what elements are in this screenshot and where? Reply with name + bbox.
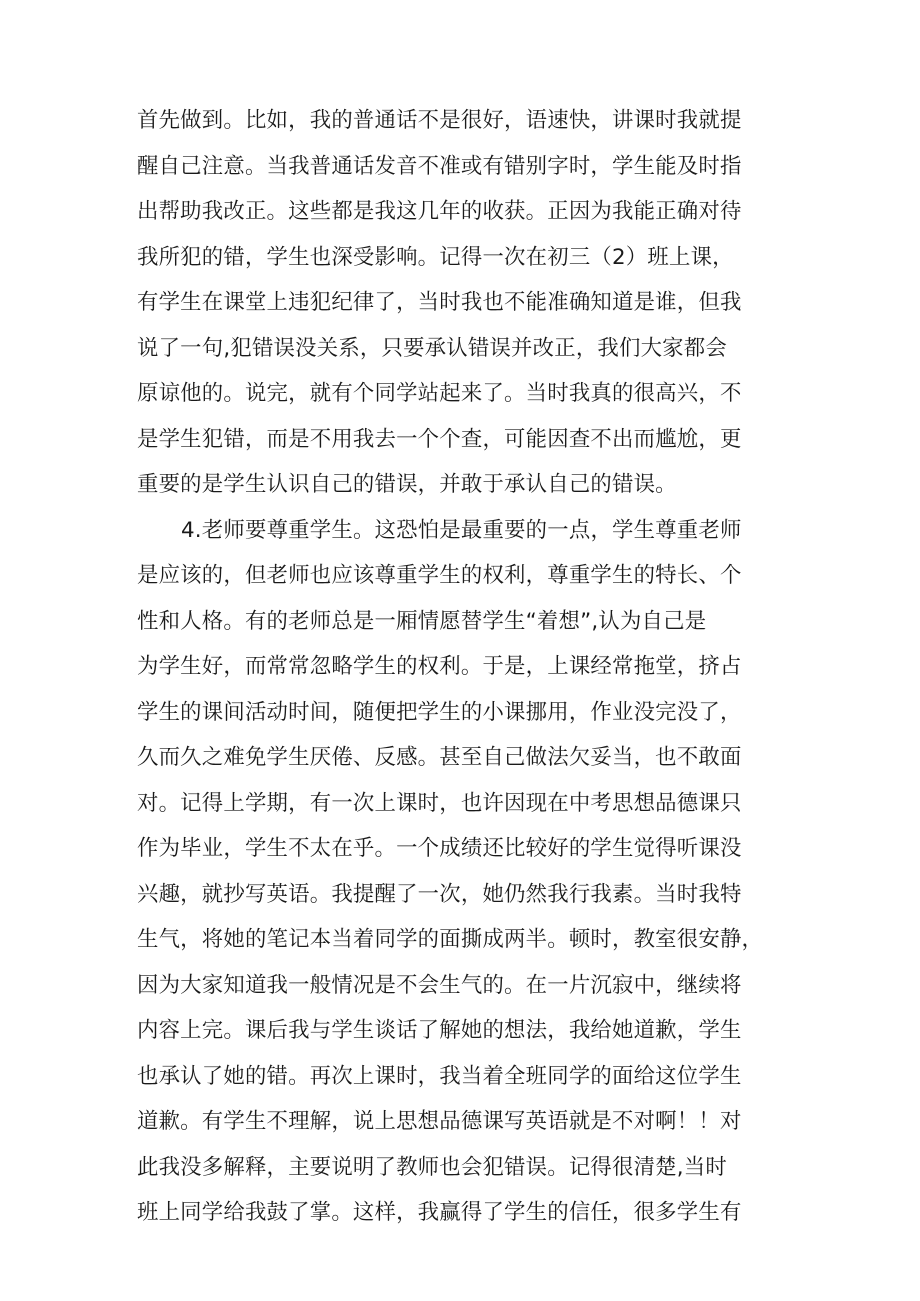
text-line: 久而久之难免学生厌倦、反感。甚至自己做法欠妥当，也不敢面	[137, 745, 742, 770]
text-line: 出帮助我改正。这些都是我这几年的收获。正因为我能正确对待	[137, 199, 742, 224]
text-line: 醒自己注意。当我普通话发音不准或有错别字时，学生能及时指	[137, 153, 742, 179]
text-line: 为学生好，而常常忽略学生的权利。于是，上课经常拖堂，挤占	[137, 654, 742, 679]
text-line: 我所犯的错，学生也深受影响。记得一次在初三（2）班上课，	[137, 244, 734, 270]
text-line: 道歉。有学生不理解，说上思想品德课写英语就是不对啊！！对	[137, 1109, 742, 1134]
text-line: 说了一句,犯错误没关系，只要承认错误并改正，我们大家都会	[137, 335, 727, 361]
text-line: 内容上完。课后我与学生谈话了解她的想法，我给她道歉，学生	[137, 1018, 742, 1043]
text-line: 对。记得上学期，有一次上课时，也许因现在中考思想品德课只	[137, 790, 742, 816]
paragraph-start-line: 4.老师要尊重学生。这恐怕是最重要的一点，学生尊重老师	[181, 517, 742, 543]
text-line: 作为毕业，学生不太在乎。一个成绩还比较好的学生觉得听课没	[137, 836, 742, 861]
text-line: 此我没多解释，主要说明了教师也会犯错误。记得很清楚,当时	[137, 1154, 727, 1180]
text-line: 是学生犯错，而是不用我去一个个查，可能因查不出而尴尬，更	[137, 426, 742, 452]
text-line: 班上同学给我鼓了掌。这样，我赢得了学生的信任，很多学生有	[137, 1200, 742, 1225]
text-line: 也承认了她的错。再次上课时，我当着全班同学的面给这位学生	[137, 1063, 742, 1089]
text-line: 首先做到。比如，我的普通话不是很好，语速快，讲课时我就提	[137, 108, 742, 133]
body-text	[137, 98, 797, 1236]
text-line: 是应该的，但老师也应该尊重学生的权利，尊重学生的特长、个	[137, 563, 742, 588]
text-line: 生气，将她的笔记本当着同学的面撕成两半。顿时，教室很安静，	[137, 927, 764, 952]
text-line: 有学生在课堂上违犯纪律了，当时我也不能准确知道是谁，但我	[137, 290, 742, 315]
text-line: 学生的课间活动时间，随便把学生的小课挪用，作业没完没了，	[137, 699, 742, 725]
text-line: 兴趣，就抄写英语。我提醒了一次，她仍然我行我素。当时我特	[137, 881, 742, 907]
text-line: 因为大家知道我一般情况是不会生气的。在一片沉寂中，继续将	[137, 972, 742, 998]
text-line: 性和人格。有的老师总是一厢情愿替学生“着想”,认为自己是	[137, 608, 707, 634]
text-line: 原谅他的。说完，就有个同学站起来了。当时我真的很高兴，不	[137, 381, 742, 406]
text-line: 重要的是学生认识自己的错误，并敢于承认自己的错误。	[137, 472, 677, 497]
